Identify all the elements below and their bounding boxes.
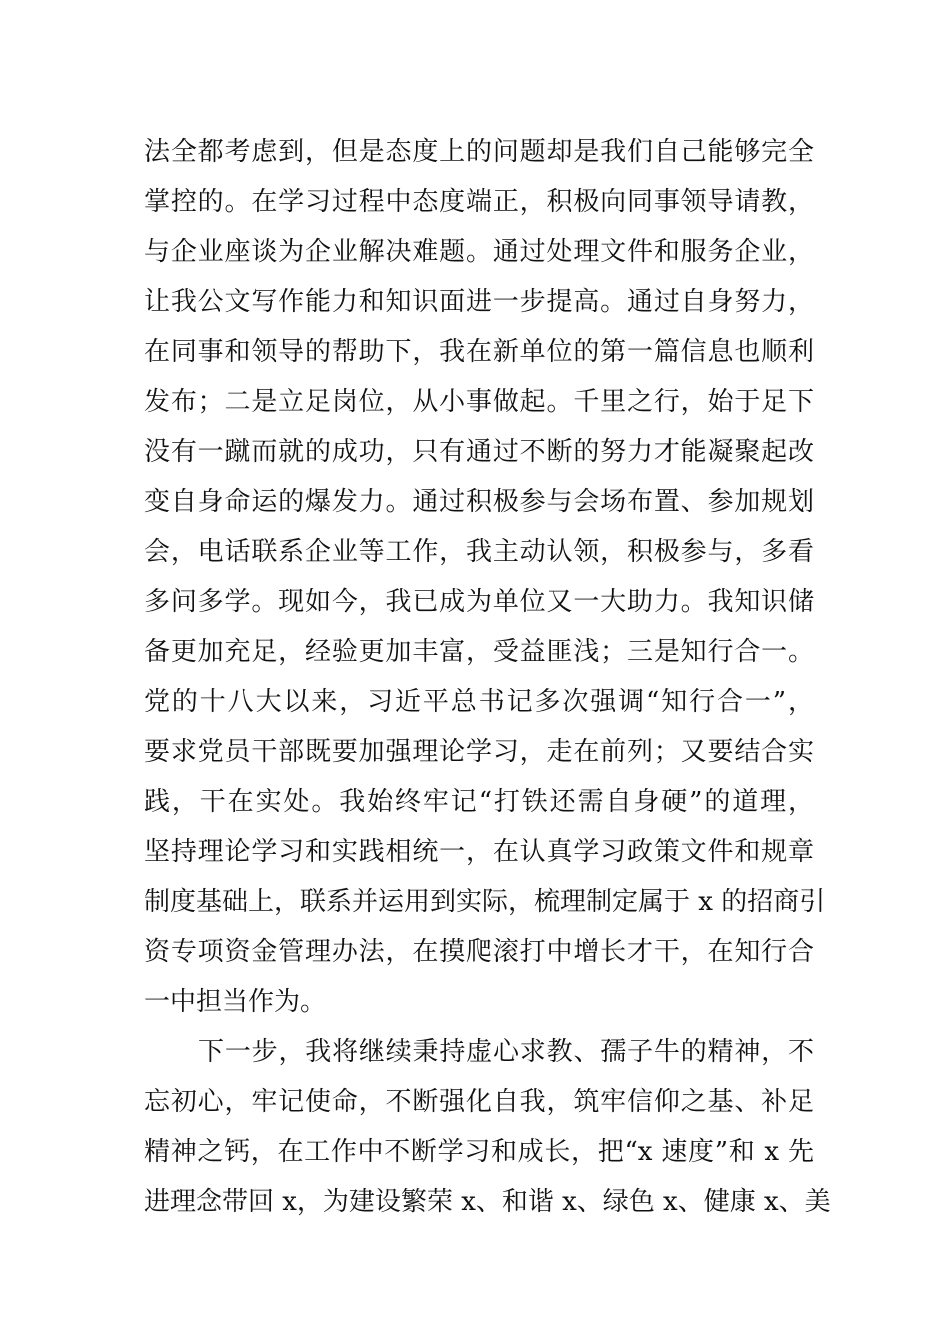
text-line: 要求党员干部既要加强理论学习，走在前列；又要结合实 <box>144 737 814 767</box>
text-line: 进理念带回 x，为建设繁荣 x、和谐 x、绿色 x、健康 x、美 <box>144 1187 831 1217</box>
text-line: 发布；二是立足岗位，从小事做起。千里之行，始于足下 <box>144 387 814 417</box>
text-line: 在同事和领导的帮助下，我在新单位的第一篇信息也顺利 <box>144 337 814 367</box>
paragraph-first-line: 下一步，我将继续秉持虚心求教、孺子牛的精神，不 <box>198 1037 814 1067</box>
paragraph-end-line: 一中担当作为。 <box>144 987 327 1017</box>
text-line: 资专项资金管理办法，在摸爬滚打中增长才干，在知行合 <box>144 937 814 967</box>
text-line: 法全都考虑到，但是态度上的问题却是我们自己能够完全 <box>144 137 814 167</box>
body-text <box>144 127 831 1227</box>
text-line: 变自身命运的爆发力。通过积极参与会场布置、参加规划 <box>144 487 814 517</box>
text-line: 与企业座谈为企业解决难题。通过处理文件和服务企业， <box>144 237 814 267</box>
text-line: 制度基础上，联系并运用到实际，梳理制定属于 x 的招商引 <box>144 887 826 917</box>
text-line: 坚持理论学习和实践相统一，在认真学习政策文件和规章 <box>144 837 814 867</box>
text-line: 多问多学。现如今，我已成为单位又一大助力。我知识储 <box>144 587 814 617</box>
text-line: 会，电话联系企业等工作，我主动认领，积极参与，多看 <box>144 537 814 567</box>
text-line: 党的十八大以来，习近平总书记多次强调“知行合一”， <box>144 687 814 717</box>
text-line: 践，干在实处。我始终牢记“打铁还需自身硬”的道理， <box>144 787 814 817</box>
text-line: 掌控的。在学习过程中态度端正，积极向同事领导请教， <box>144 187 814 217</box>
text-line: 精神之钙，在工作中不断学习和成长，把“x 速度”和 x 先 <box>144 1137 814 1167</box>
text-line: 忘初心，牢记使命，不断强化自我，筑牢信仰之基、补足 <box>144 1087 814 1117</box>
text-line: 让我公文写作能力和知识面进一步提高。通过自身努力， <box>144 287 814 317</box>
text-line: 没有一蹴而就的成功，只有通过不断的努力才能凝聚起改 <box>144 437 814 467</box>
text-line: 备更加充足，经验更加丰富，受益匪浅；三是知行合一。 <box>144 637 814 667</box>
